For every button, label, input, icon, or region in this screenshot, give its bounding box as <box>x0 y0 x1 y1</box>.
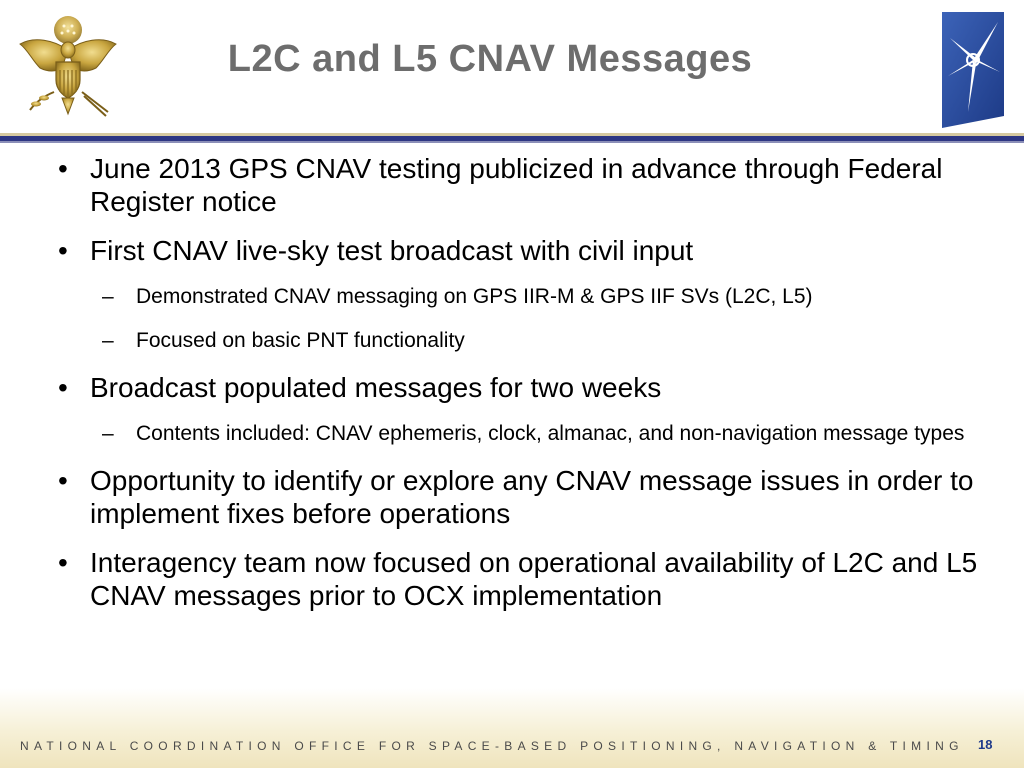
bullet-symbol: • <box>58 153 68 184</box>
bullet-symbol: • <box>58 547 68 578</box>
sub-bullet-item <box>56 420 1006 448</box>
bullet-item <box>56 152 1006 218</box>
bullet-text: Interagency team now focused on operational availability of L2C and L5 CNAV messages prior to OCX implementation <box>90 547 978 611</box>
footer-organization: NATIONAL COORDINATION OFFICE FOR SPACE-BASED POSITIONING, NAVIGATION & TIMING <box>20 739 964 753</box>
bullet-list <box>56 152 1006 628</box>
bullet-item <box>56 464 1006 530</box>
page-number: 18 <box>978 737 993 752</box>
star-compass-logo-icon <box>940 12 1006 128</box>
bullet-symbol: • <box>58 235 68 266</box>
sub-bullet-symbol: – <box>102 422 114 445</box>
sub-bullet-item <box>56 327 1006 355</box>
bullet-text: Broadcast populated messages for two weeks <box>90 372 662 403</box>
bullet-symbol: • <box>58 372 68 403</box>
sub-bullet-symbol: – <box>102 285 114 308</box>
sub-bullet-text: Focused on basic PNT functionality <box>136 329 465 352</box>
bullet-item <box>56 234 1006 267</box>
bullet-item <box>56 546 1006 612</box>
footer-band <box>0 688 1024 768</box>
sub-bullet-symbol: – <box>102 329 114 352</box>
eagle-seal-icon <box>14 10 122 118</box>
sub-bullet-text: Contents included: CNAV ephemeris, clock, almanac, and non-navigation message types <box>136 422 965 445</box>
bullet-text: June 2013 GPS CNAV testing publicized in advance through Federal Register notice <box>90 153 943 217</box>
header-divider <box>0 133 1024 143</box>
sub-bullet-text: Demonstrated CNAV messaging on GPS IIR-M & GPS IIF SVs (L2C, L5) <box>136 285 813 308</box>
bullet-item <box>56 371 1006 404</box>
sub-bullet-item <box>56 283 1006 311</box>
bullet-text: Opportunity to identify or explore any CNAV message issues in order to implement fixes before operations <box>90 465 974 529</box>
bullet-symbol: • <box>58 465 68 496</box>
slide-title: L2C and L5 CNAV Messages <box>227 38 753 80</box>
bullet-text: First CNAV live-sky test broadcast with civil input <box>90 235 694 266</box>
